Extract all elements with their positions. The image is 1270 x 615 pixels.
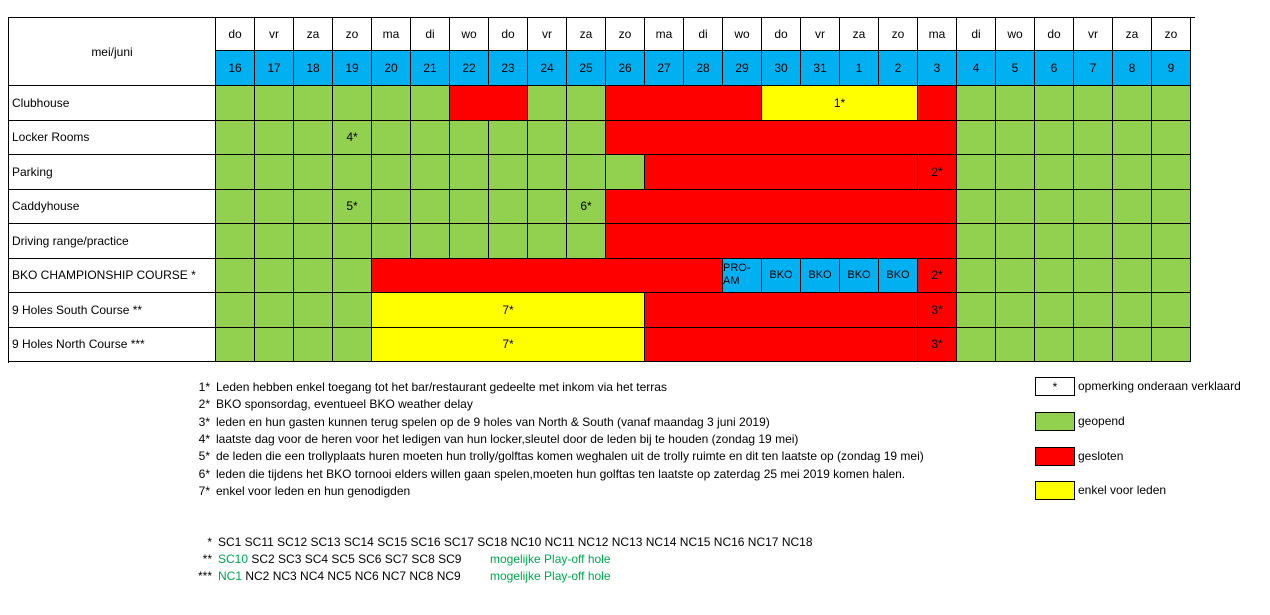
status-cell-open <box>1035 155 1074 190</box>
legend-label: geopend <box>1078 414 1125 428</box>
status-cell-open <box>255 224 294 259</box>
hole-key: *** <box>197 569 212 583</box>
hole-codes: NC2 NC3 NC4 NC5 NC6 NC7 NC8 NC9 <box>242 569 461 583</box>
status-cell-open <box>1152 224 1191 259</box>
weekday-cell: do <box>216 18 255 51</box>
hole-list <box>218 569 461 583</box>
playoff-note: mogelijke Play-off hole <box>490 552 611 566</box>
status-block-event: BKO <box>762 259 801 294</box>
status-cell-open <box>294 259 333 294</box>
hole-codes: SC2 SC3 SC4 SC5 SC6 SC7 SC8 SC9 <box>248 552 462 566</box>
status-cell-open: 6* <box>567 190 606 225</box>
status-cell-open <box>411 190 450 225</box>
weekday-cell: zo <box>879 18 918 51</box>
status-block-event: BKO <box>879 259 918 294</box>
status-cell-open <box>1113 259 1152 294</box>
status-cell-open <box>216 259 255 294</box>
note-text: laatste dag voor de heren voor het ledigen van hun locker,sleutel door de leden bij te houden (zondag 19 mei) <box>216 431 799 446</box>
status-cell-open <box>255 190 294 225</box>
status-cell-open <box>1152 121 1191 156</box>
status-cell-open <box>489 155 528 190</box>
date-cell: 3 <box>918 51 957 86</box>
status-block-event: BKO <box>801 259 840 294</box>
weekday-cell: za <box>294 18 333 51</box>
note-key: 5* <box>198 449 210 464</box>
status-cell-open <box>567 224 606 259</box>
legend-label: enkel voor leden <box>1078 483 1167 497</box>
date-cell: 30 <box>762 51 801 86</box>
legend-swatch <box>1035 447 1075 466</box>
date-cell: 2 <box>879 51 918 86</box>
date-cell: 16 <box>216 51 255 86</box>
note-text: leden die tijdens het BKO tornooi elders willen gaan spelen,moeten hun golftas ten laatste op zaterdag 25 mei 2019 komen halen. <box>216 466 906 481</box>
status-cell-open <box>567 155 606 190</box>
weekday-cell: vr <box>801 18 840 51</box>
weekday-cell: za <box>567 18 606 51</box>
weekday-cell: vr <box>528 18 567 51</box>
status-cell-open <box>294 190 333 225</box>
status-cell-open <box>1152 259 1191 294</box>
row-label: Locker Rooms <box>9 121 216 156</box>
status-block-closed <box>606 86 762 121</box>
status-cell-open <box>372 155 411 190</box>
row-label: Caddyhouse <box>9 190 216 225</box>
status-cell-open <box>996 190 1035 225</box>
status-block-closed <box>918 86 957 121</box>
note-key: 3* <box>198 414 210 429</box>
weekday-cell: wo <box>996 18 1035 51</box>
status-cell-open <box>411 121 450 156</box>
note-text: BKO sponsordag, eventueel BKO weather delay <box>216 397 473 412</box>
date-cell: 28 <box>684 51 723 86</box>
weekday-cell: zo <box>1152 18 1191 51</box>
playoff-note: mogelijke Play-off hole <box>490 569 611 583</box>
status-cell-open <box>411 86 450 121</box>
schedule-table <box>8 17 1195 363</box>
weekday-cell: di <box>411 18 450 51</box>
date-cell: 26 <box>606 51 645 86</box>
date-cell: 5 <box>996 51 1035 86</box>
weekday-cell: zo <box>333 18 372 51</box>
status-cell-open <box>372 224 411 259</box>
status-cell-open <box>1152 190 1191 225</box>
status-cell-open <box>1113 155 1152 190</box>
status-cell-open <box>996 259 1035 294</box>
status-cell-open <box>255 121 294 156</box>
status-cell-open <box>216 328 255 363</box>
weekday-cell: do <box>1035 18 1074 51</box>
note-text: leden en hun gasten kunnen terug spelen op de 9 holes van North & South (vanaf maandag 3 juni 2019) <box>216 414 770 429</box>
hole-codes: SC1 SC11 SC12 SC13 SC14 SC15 SC16 SC17 SC18 NC10 NC11 NC12 NC13 NC14 NC15 NC16 NC17 NC18 <box>218 535 813 549</box>
status-cell-open <box>996 224 1035 259</box>
status-cell-open <box>957 259 996 294</box>
legend-swatch <box>1035 481 1075 500</box>
weekday-cell: do <box>762 18 801 51</box>
status-cell-open <box>1074 224 1113 259</box>
row-label: 9 Holes North Course *** <box>9 328 216 363</box>
status-cell-open <box>489 121 528 156</box>
status-cell-open <box>1113 328 1152 363</box>
status-cell-open <box>294 121 333 156</box>
status-cell-open <box>957 190 996 225</box>
status-block-closed <box>606 190 957 225</box>
status-cell-open <box>1113 224 1152 259</box>
status-cell-open <box>450 190 489 225</box>
date-cell: 4 <box>957 51 996 86</box>
legend-swatch <box>1035 412 1075 431</box>
status-cell-open <box>255 259 294 294</box>
status-cell-open <box>996 328 1035 363</box>
status-cell-open <box>372 190 411 225</box>
status-cell-open <box>1152 293 1191 328</box>
status-cell-open <box>294 224 333 259</box>
weekday-cell: za <box>1113 18 1152 51</box>
row-label: BKO CHAMPIONSHIP COURSE * <box>9 259 216 294</box>
date-cell: 27 <box>645 51 684 86</box>
row-label: Driving range/practice <box>9 224 216 259</box>
status-cell-open <box>294 328 333 363</box>
weekday-cell: ma <box>372 18 411 51</box>
status-cell-open <box>1113 293 1152 328</box>
date-cell: 29 <box>723 51 762 86</box>
status-cell-open <box>372 121 411 156</box>
status-cell-open <box>1035 190 1074 225</box>
date-cell: 24 <box>528 51 567 86</box>
status-block-closed <box>645 155 918 190</box>
weekday-cell: zo <box>606 18 645 51</box>
hole-key: * <box>207 535 212 549</box>
status-cell-open <box>1113 121 1152 156</box>
status-cell-open <box>528 224 567 259</box>
status-cell-open <box>216 190 255 225</box>
status-cell-open <box>333 224 372 259</box>
status-block-members: 7* <box>372 293 645 328</box>
status-cell-open <box>294 293 333 328</box>
date-cell: 25 <box>567 51 606 86</box>
status-cell-open <box>1152 155 1191 190</box>
status-cell-open <box>957 86 996 121</box>
hole-key: ** <box>202 552 212 566</box>
note-text: de leden die een trollyplaats huren moeten hun trolly/golftas komen weghalen uit de trolly ruimte en dit ten laatste op (zondag 19 mei) <box>216 449 924 464</box>
status-block-event: BKO <box>840 259 879 294</box>
weekday-cell: di <box>957 18 996 51</box>
status-cell-open <box>216 121 255 156</box>
status-cell-open <box>528 155 567 190</box>
weekday-cell: wo <box>450 18 489 51</box>
note-key: 2* <box>198 397 210 412</box>
status-cell-open <box>996 121 1035 156</box>
status-cell-open <box>606 155 645 190</box>
legend-swatch: * <box>1035 377 1075 396</box>
row-label: Clubhouse <box>9 86 216 121</box>
status-block-event: PRO-AM <box>723 259 762 294</box>
status-cell-open <box>528 190 567 225</box>
status-cell-open <box>255 86 294 121</box>
weekday-cell: di <box>684 18 723 51</box>
status-block-closed: 2* <box>918 155 957 190</box>
status-cell-open <box>333 328 372 363</box>
status-cell-open <box>1074 86 1113 121</box>
status-cell-open <box>957 121 996 156</box>
status-block-closed <box>606 121 957 156</box>
status-cell-open <box>411 155 450 190</box>
status-cell-open <box>996 155 1035 190</box>
row-label: Parking <box>9 155 216 190</box>
status-cell-open <box>528 121 567 156</box>
status-cell-open <box>333 293 372 328</box>
status-cell-open <box>489 224 528 259</box>
note-text: enkel voor leden en hun genodigden <box>216 483 411 498</box>
status-cell-open <box>450 121 489 156</box>
status-cell-open <box>1074 328 1113 363</box>
date-cell: 1 <box>840 51 879 86</box>
status-cell-open <box>1152 86 1191 121</box>
date-cell: 22 <box>450 51 489 86</box>
status-cell-open <box>1035 121 1074 156</box>
status-block-closed <box>645 328 918 363</box>
date-cell: 19 <box>333 51 372 86</box>
note-key: 6* <box>198 466 210 481</box>
status-block-closed <box>372 259 723 294</box>
status-cell-open <box>372 86 411 121</box>
status-cell-open <box>957 155 996 190</box>
header-corner-label: mei/juni <box>9 18 216 86</box>
status-cell-open <box>333 155 372 190</box>
status-cell-open <box>294 155 333 190</box>
status-block-closed: 2* <box>918 259 957 294</box>
status-cell-open <box>411 224 450 259</box>
weekday-cell: ma <box>918 18 957 51</box>
date-cell: 17 <box>255 51 294 86</box>
weekday-cell: vr <box>1074 18 1113 51</box>
status-cell-open <box>1035 224 1074 259</box>
weekday-cell: wo <box>723 18 762 51</box>
status-cell-open <box>216 86 255 121</box>
status-cell-open <box>1113 190 1152 225</box>
status-cell-open <box>255 293 294 328</box>
weekday-cell: ma <box>645 18 684 51</box>
status-cell-open <box>255 155 294 190</box>
status-cell-open <box>996 86 1035 121</box>
status-cell-open <box>216 155 255 190</box>
legend-label: gesloten <box>1078 449 1124 463</box>
weekday-cell: za <box>840 18 879 51</box>
playoff-hole-code: NC1 <box>218 569 243 583</box>
legend-label: opmerking onderaan verklaard <box>1078 379 1241 393</box>
date-cell: 6 <box>1035 51 1074 86</box>
status-cell-open <box>567 86 606 121</box>
status-cell-open <box>333 259 372 294</box>
status-cell-open <box>957 328 996 363</box>
status-cell-open <box>450 224 489 259</box>
status-cell-open <box>957 224 996 259</box>
status-block-members: 7* <box>372 328 645 363</box>
date-cell: 18 <box>294 51 333 86</box>
status-cell-open <box>528 86 567 121</box>
status-cell-open <box>1074 121 1113 156</box>
status-cell-open <box>1035 86 1074 121</box>
status-cell-open <box>1035 328 1074 363</box>
status-block-members: 1* <box>762 86 918 121</box>
status-cell-open: 5* <box>333 190 372 225</box>
status-cell-open <box>216 224 255 259</box>
hole-list <box>218 552 461 566</box>
note-key: 1* <box>198 380 210 394</box>
status-block-closed <box>450 86 528 121</box>
playoff-hole-code: SC10 <box>218 552 249 566</box>
status-cell-open <box>294 86 333 121</box>
date-cell: 7 <box>1074 51 1113 86</box>
status-cell-open: 4* <box>333 121 372 156</box>
status-block-closed <box>645 293 918 328</box>
row-label: 9 Holes South Course ** <box>9 293 216 328</box>
status-cell-open <box>1074 259 1113 294</box>
status-cell-open <box>957 293 996 328</box>
status-cell-open <box>1074 155 1113 190</box>
date-cell: 20 <box>372 51 411 86</box>
status-cell-open <box>333 86 372 121</box>
hole-list <box>218 535 813 549</box>
date-cell: 8 <box>1113 51 1152 86</box>
status-cell-open <box>996 293 1035 328</box>
status-cell-open <box>1152 328 1191 363</box>
status-cell-open <box>216 293 255 328</box>
status-cell-open <box>489 190 528 225</box>
status-cell-open <box>567 121 606 156</box>
note-text: Leden hebben enkel toegang tot het bar/restaurant gedeelte met inkom via het terras <box>216 380 667 394</box>
date-cell: 23 <box>489 51 528 86</box>
status-cell-open <box>1035 259 1074 294</box>
weekday-cell: do <box>489 18 528 51</box>
status-cell-open <box>1113 86 1152 121</box>
weekday-cell: vr <box>255 18 294 51</box>
date-cell: 21 <box>411 51 450 86</box>
date-cell: 9 <box>1152 51 1191 86</box>
note-key: 4* <box>198 431 210 446</box>
date-cell: 31 <box>801 51 840 86</box>
status-cell-open <box>1035 293 1074 328</box>
status-cell-open <box>1074 190 1113 225</box>
status-block-closed: 3* <box>918 328 957 363</box>
status-cell-open <box>255 328 294 363</box>
status-block-closed: 3* <box>918 293 957 328</box>
status-block-closed <box>606 224 957 259</box>
note-key: 7* <box>198 483 210 498</box>
status-cell-open <box>450 155 489 190</box>
status-cell-open <box>1074 293 1113 328</box>
